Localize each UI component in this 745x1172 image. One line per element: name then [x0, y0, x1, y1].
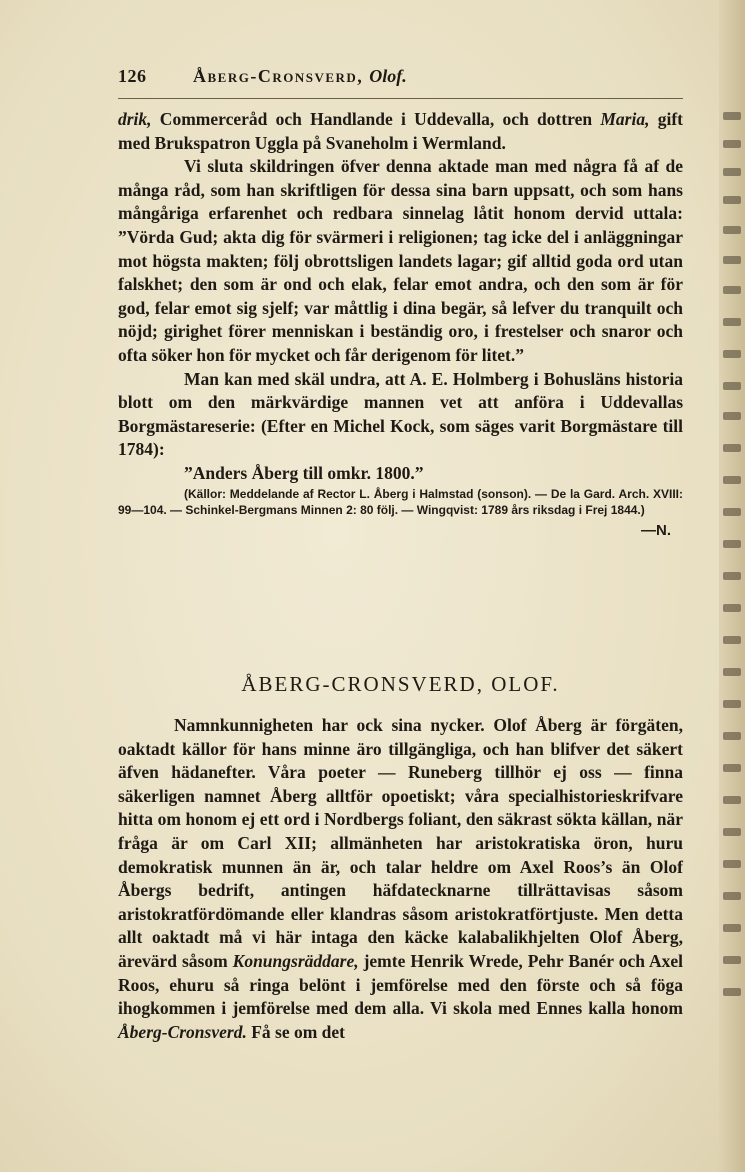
paragraph-4: Namnkunnigheten har ock sina nycker. Olof Åberg är förgäten, oaktadt källor för hans minne äro tillgängliga, och han blifver det säkert äfven hädanefter. Våra poeter — Runeberg tillhör ej oss — finna säkerligen namnet Åberg alltför opoetiskt; våra specialhistorieskrifvare hitta om honom ej ett ord i Nordbergs foliant, den säkrast sökta källan, när fråga är om Carl XII; allmänheten har aristokratiska öron, huru demokratisk munnen än är, och talar heldre om Axel Roos’s än Olof Åbergs bedrift, antingen häfdatecknarne tillrättavisas såsom aristokratfördömande eller klandras såsom aristokratförtjuste. Men detta allt oaktadt må vi här intaga den käcke kalabalikhjelten Olof Åberg, ärevärd såsom Konungsräddare, jemte Henrik Wrede, Pehr Banér och Axel Roos, ehuru så ringa belönt i jemförelse med den förste och så föga ihogkommen i jemförelse med dem alla. Vi skola med Ennes kalla honom Åberg-Cronsverd. Få se om det: [118, 715, 683, 1042]
section-title: ÅBERG-CRONSVERD, OLOF.: [241, 672, 560, 696]
author-signature: —N.: [641, 521, 671, 539]
facing-page-edge: [719, 0, 745, 1172]
sources-note: (Källor: Meddelande af Rector L. Åberg i Halmstad (sonson). — De la Gard. Arch. XVIII: 99—104. — Schinkel-Bergmans Minnen 2: 80 följ. — Wingqvist: 1789 års riksdag i Frej 1844.): [118, 486, 683, 517]
article-continuation: [118, 108, 683, 542]
new-article: [118, 714, 683, 1044]
header-rule: [118, 98, 683, 99]
quote-line: ”Anders Åberg till omkr. 1800.”: [184, 462, 424, 483]
running-title: Åberg-Cronsverd, Olof.: [193, 66, 407, 86]
paragraph-1: drik, Commerceråd och Handlande i Uddevalla, och dottren Maria, gift med Brukspatron Uggla på Svaneholm i Wermland.: [118, 109, 683, 153]
running-header: [118, 66, 678, 87]
paragraph-2: Vi sluta skildringen öfver denna aktade man med några få af de många råd, som han skriftligen för dessa sina barn uppsatt, och som hans mångåriga erfarenhet och redbara sinnelag låtit honom dervid uttala: ”Vörda Gud; akta dig för svärmeri i religionen; tag icke del i anläggningar mot högsta makten; följ obrottsligen landets lagar; gif alltid goda ord utan falskhet; den som är ond och elak, felar emot andra, och den som är för god, felar emot sig sjelf; var måttlig i dina begär, så lefver du tranquilt och nöjd; girighet förer menniskan i beständig oro, i frestelser och snaror och ofta söker hon för mycket och får derigenom för litet.”: [118, 156, 683, 365]
paragraph-3: Man kan med skäl undra, att A. E. Holmberg i Bohusläns historia blott om den märkvärdige mannen vet att anföra i Uddevallas Borgmästareserie: (Efter en Michel Kock, som säges varit Borgmästare till 1784):: [118, 368, 683, 460]
page-number: 126: [118, 66, 147, 86]
